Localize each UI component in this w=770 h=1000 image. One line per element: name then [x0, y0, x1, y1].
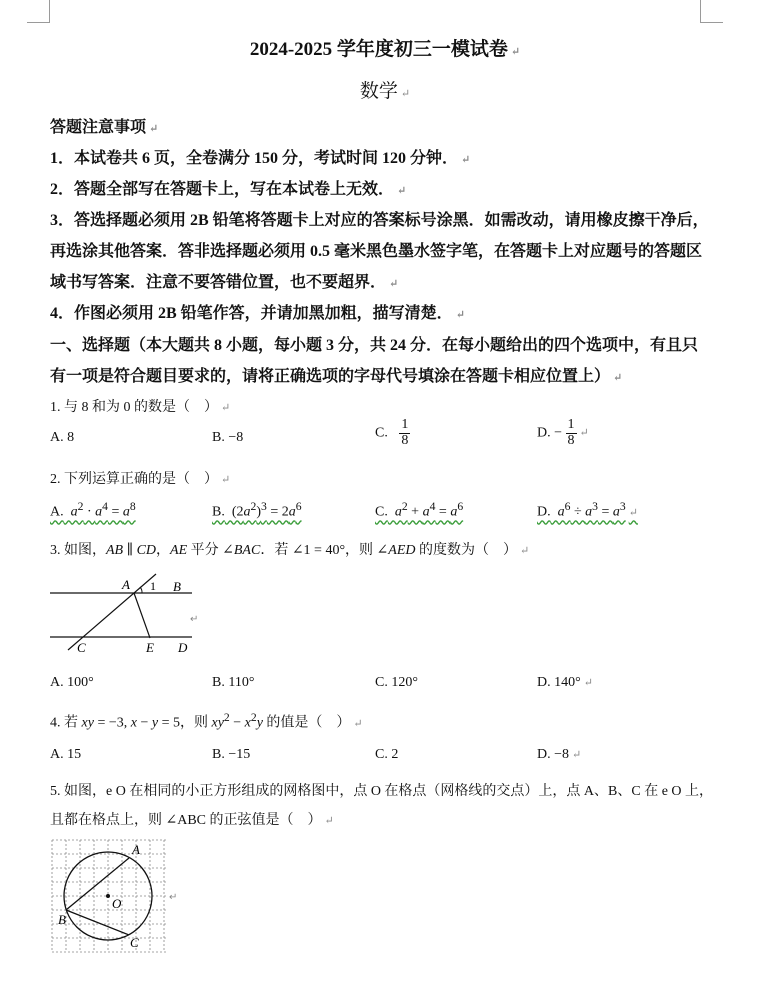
question-4-stem: 4. 若 xy = −3, x − y = 5，则 $xy^2 - x^2y$ 的值是（ ） ↵ — [50, 711, 363, 731]
question-3-stem: 3. 如图，AB ∥ CD，AE 平分 ∠BAC．若 ∠1 = 40°，则 ∠AED 的度数为（ ） ↵ — [50, 543, 530, 558]
label-E: E — [146, 640, 154, 655]
q1-option-c: C. $\frac{1}{8}$ — [375, 417, 409, 448]
corner-mark-right — [700, 0, 723, 23]
label-C: C — [77, 640, 86, 655]
question-5-stem-2: 且都在格点上，则 ∠ABC 的正弦值是（ ） ↵ — [50, 813, 334, 828]
question-1-stem: 1. 与 8 和为 0 的数是（ ） ↵ — [50, 400, 231, 415]
q4-option-c: C. 2 — [375, 747, 399, 762]
section-heading-2: 有一项是符合题目要求的，请将正确选项的字母代号填涂在答题卡相应位置上） ↵ — [50, 368, 623, 385]
section-heading-1: 一、选择题（本大题共 8 小题，每小题 3 分，共 24 分．在每小题给出的四个选项中，有且只 — [50, 337, 699, 354]
label-1: 1 — [150, 579, 156, 593]
q3-option-a: A. 100° — [50, 675, 94, 690]
label-A: A — [122, 577, 130, 592]
figure-parallel-lines — [46, 570, 206, 658]
q2-option-c: C. $a^2 + a^4 = a^6$ — [375, 500, 464, 520]
q2-option-b: B. $(2a^2)^3 = 2a^6$ — [212, 500, 302, 520]
exam-subject: 数学 ↵ — [359, 81, 411, 102]
question-5-stem-1: 5. 如图，e O 在相同的小正方形组成的网格图中，点 O 在格点（网格线的交点）上，点 A、B、C 在 e O 上， — [50, 784, 714, 799]
label-O: O — [112, 896, 122, 911]
notice-item-2: 2．答题全部写在答题卡上，写在本试卷上无效． ↵ — [50, 181, 407, 198]
label-C: C — [130, 935, 139, 950]
q3-option-c: C. 120° — [375, 675, 418, 690]
label-B: B — [173, 579, 181, 594]
q1-option-d: D. − $\frac{1}{8}$ ↵ — [537, 417, 589, 448]
label-D: D — [178, 640, 188, 655]
notice-item-1: 1．本试卷共 6 页，全卷满分 150 分，考试时间 120 分钟． ↵ — [50, 150, 471, 167]
q4-option-b: B. −15 — [212, 747, 251, 762]
svg-text:↵: ↵ — [169, 892, 178, 903]
svg-text:↵: ↵ — [190, 614, 199, 625]
label-A: A — [132, 842, 140, 857]
figure-grid-circle — [50, 838, 180, 956]
q3-option-b: B. 110° — [212, 675, 255, 690]
label-B: B — [58, 912, 66, 927]
notice-item-4: 4．作图必须用 2B 铅笔作答，并请加黑加粗，描写清楚． ↵ — [50, 305, 465, 322]
q2-option-d: D. $a^6 \div a^3 = a^3$ ↵ — [537, 500, 638, 520]
question-2-stem: 2. 下列运算正确的是（ ） ↵ — [50, 472, 231, 487]
corner-mark-left — [27, 0, 50, 23]
notice-item-3-end: 域书写答案．注意不要答错位置，也不要超界． ↵ — [50, 274, 399, 291]
q4-option-d: D. −8 ↵ — [537, 747, 582, 762]
notice-item-3: 3．答选择题必须用 2B 铅笔将答题卡上对应的答案标号涂黑．如需改动，请用橡皮擦干净后， — [50, 212, 709, 229]
q1-option-a: A. 8 — [50, 430, 75, 445]
q3-option-d: D. 140° ↵ — [537, 675, 593, 690]
notice-item-3-cont: 再选涂其他答案．答非选择题必须用 0.5 毫米黑色墨水签字笔，在答题卡上对应题号的答题区 — [50, 243, 703, 260]
q1-option-b: B. −8 — [212, 430, 244, 445]
q2-option-a: A. $a^2 \cdot a^4 = a^8$ — [50, 500, 136, 520]
notice-heading: 答题注意事项 ↵ — [50, 119, 159, 136]
exam-title: 2024-2025 学年度初三一模试卷 ↵ — [249, 39, 521, 60]
q4-option-a: A. 15 — [50, 747, 82, 762]
